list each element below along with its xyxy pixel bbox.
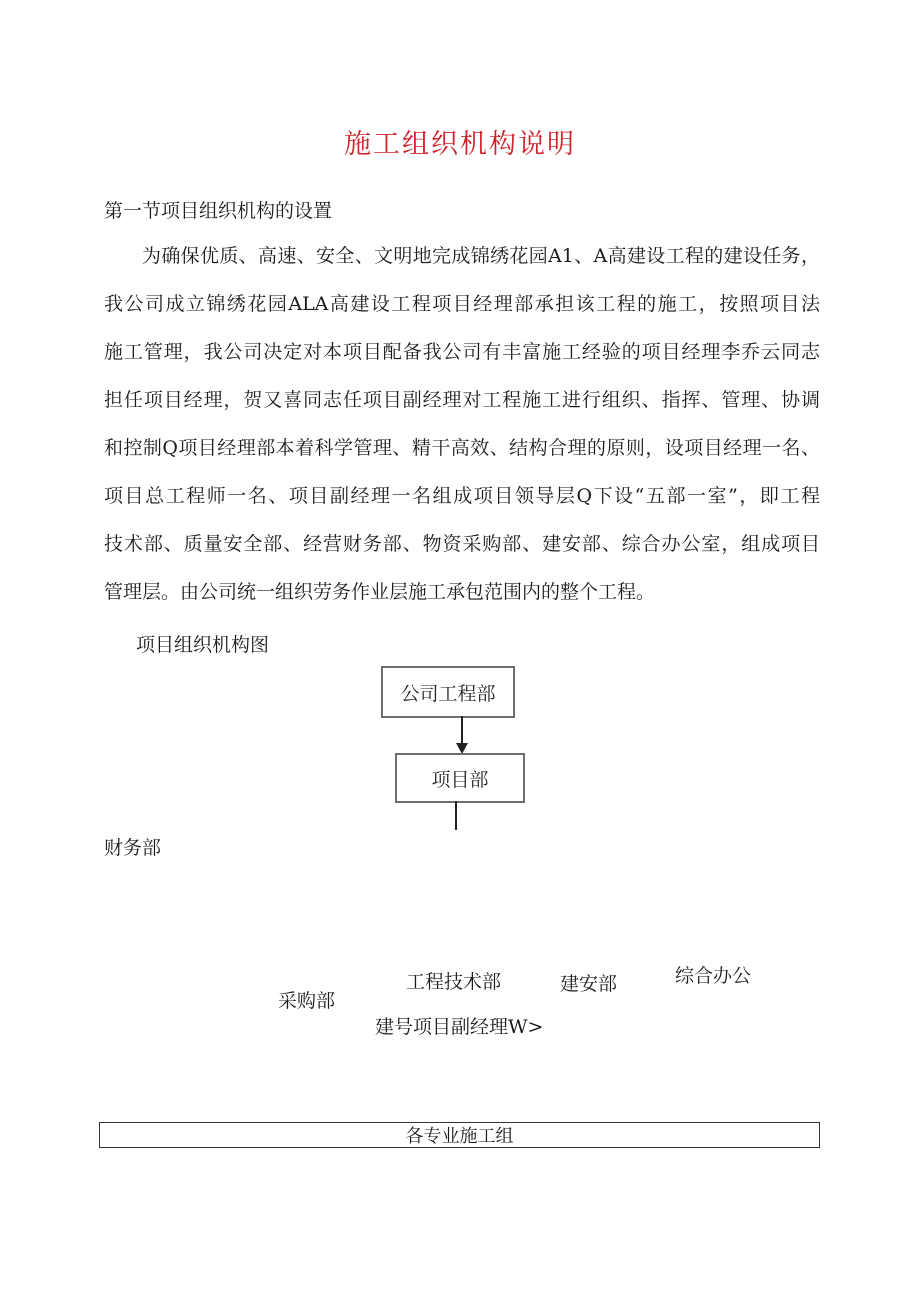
paragraph-line: 担任项目经理，贺又喜同志任项目副经理对工程施工进行组织、指挥、管理、协调: [104, 389, 820, 411]
paragraph-line: 我公司成立锦绣花园ALA高建设工程项目经理部承担该工程的施工，按照项目法: [104, 293, 820, 315]
construction-department-label: 建安部: [560, 973, 618, 995]
project-department-box: 项目部: [395, 753, 525, 803]
finance-department-label: 财务部: [104, 837, 162, 859]
office-department-label: 综合办公: [675, 965, 752, 987]
paragraph-line: 施工管理，我公司决定对本项目配备我公司有丰富施工经验的项目经理李乔云同志: [104, 341, 820, 363]
paragraph-line: 项目总工程师一名、项目副经理一名组成项目领导层Q下设“五部一室”，即工程: [104, 485, 820, 507]
chart-caption: 项目组织机构图: [136, 634, 270, 656]
procurement-department-label: 采购部: [278, 990, 336, 1012]
deputy-manager-label: 建号项目副经理W>: [375, 1016, 544, 1038]
connector-line: [461, 716, 463, 745]
connector-line: [455, 801, 457, 830]
construction-teams-box: 各专业施工组: [99, 1122, 820, 1148]
paragraph-line: 和控制Q项目经理部本着科学管理、精干高效、结构合理的原则，设项目经理一名、: [104, 437, 820, 459]
body-paragraph: [104, 232, 820, 616]
paragraph-line: 管理层。由公司统一组织劳务作业层施工承包范围内的整个工程。: [104, 581, 656, 603]
section-heading: 第一节项目组织机构的设置: [104, 200, 333, 222]
company-engineering-box: 公司工程部: [381, 666, 515, 718]
engineering-department-label: 工程技术部: [406, 971, 502, 993]
paragraph-line: 技术部、质量安全部、经营财务部、物资采购部、建安部、综合办公室，组成项目: [104, 533, 820, 555]
document-title: 施工组织机构说明: [344, 129, 576, 160]
paragraph-line: 为确保优质、高速、安全、文明地完成锦绣花园A1、A高建设工程的建设任务，: [142, 245, 820, 267]
